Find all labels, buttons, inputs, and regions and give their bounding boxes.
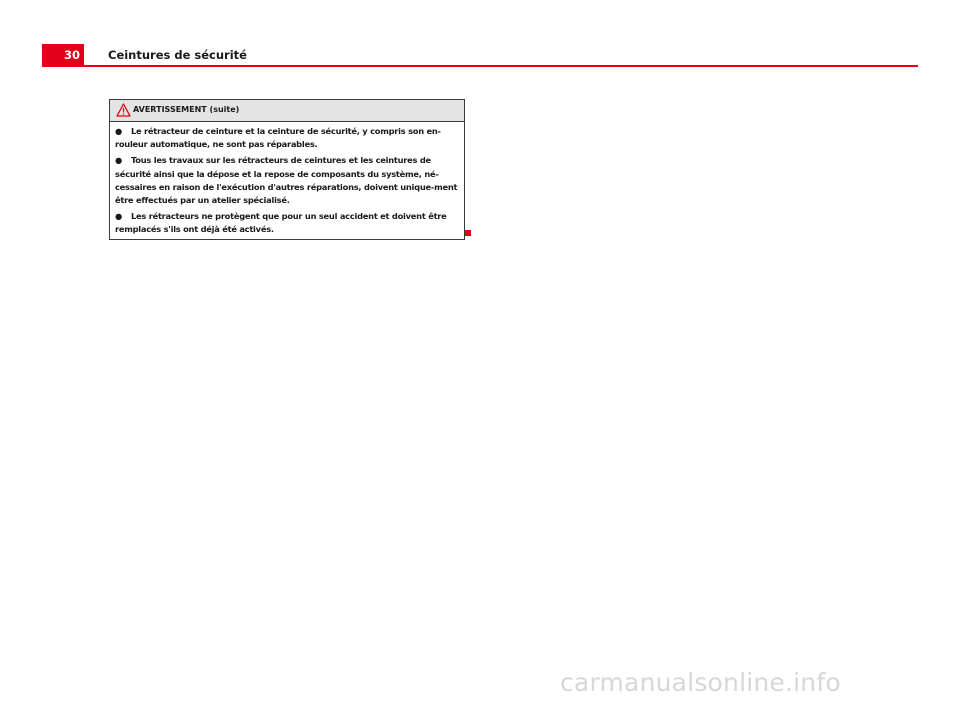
warning-item [115,125,459,151]
warning-item-text: Le rétracteur de ceinture et la ceinture de sécurité, y compris son en-rouleur automatique, ne sont pas réparables. [115,126,441,150]
page-header [42,44,918,68]
warning-triangle-icon [116,103,131,117]
watermark: carmanualsonline.info [560,668,841,697]
warning-item [115,154,459,207]
bullet: ● [115,155,122,166]
chapter-title: Ceintures de sécurité [108,48,247,62]
section-end-marker [465,230,471,236]
header-rule [42,65,918,67]
warning-item-text: Les rétracteurs ne protègent que pour un seul accident et doivent être remplacés s'ils ont déjà été activés. [115,211,447,235]
warning-item [115,210,459,236]
warning-title: AVERTISSEMENT (suite) [133,105,240,114]
bullet: ● [115,211,122,222]
warning-header [110,100,464,122]
bullet: ● [115,126,122,136]
warning-item-text: Tous les travaux sur les rétracteurs de ceintures et les ceintures de sécurité ainsi que la dépose et la repose de composants du système, né-cessaires en raison de l'exécution d'autres réparations, doivent unique-ment être effectués par un atelier spécialisé. [115,155,458,206]
warning-body [110,122,464,237]
page-number: 30 [42,44,84,66]
warning-box [109,99,465,240]
